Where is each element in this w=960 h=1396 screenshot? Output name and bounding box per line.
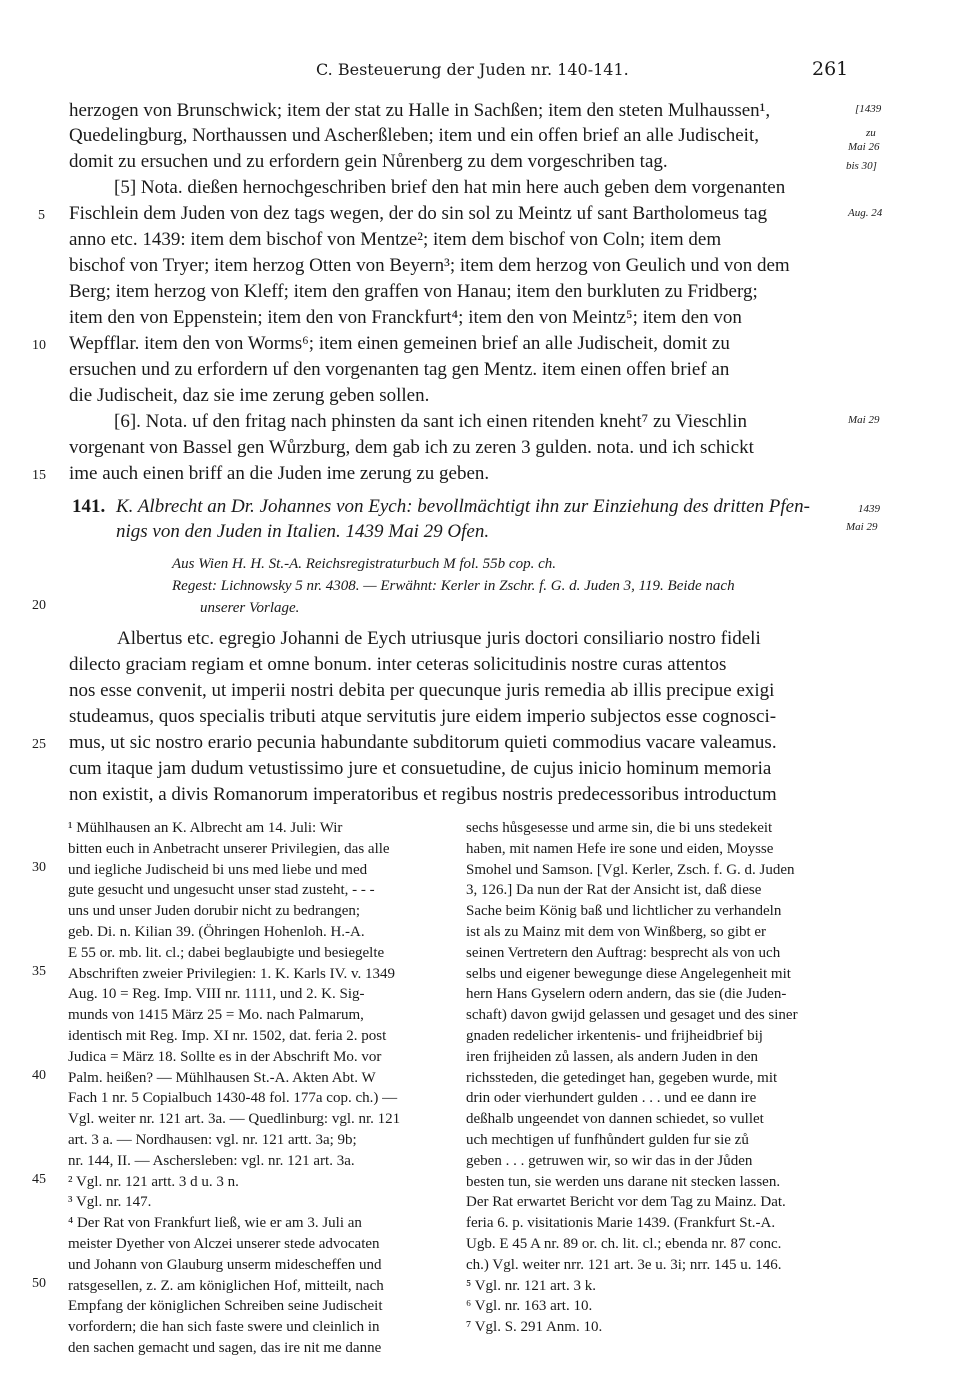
footnote-line: den sachen gemacht und sagen, das ire nit me danne bbox=[68, 1340, 382, 1356]
footnote-line: Der Rat erwartet Bericht vor dem Tag zu Mainz. Dat. bbox=[466, 1194, 786, 1211]
footnote-line: ¹ Mühlhausen an K. Albrecht am 14. Juli: Wir bbox=[68, 820, 343, 836]
footnote-line: sechs hůsgesesse und arme sin, die bi uns stedekeit bbox=[466, 820, 773, 836]
footnote-line: ³ Vgl. nr. 147. bbox=[68, 1194, 152, 1211]
main-text-line: ime auch einen briff an die Juden ime zerung zu geben. bbox=[69, 463, 490, 484]
main-text-line: [5] Nota. dießen hernochgeschriben brief den hat min here auch geben dem vorgenanten bbox=[114, 177, 786, 198]
main-text-line: herzogen von Brunschwick; item der stat zu Halle in Sachßen; item den steten Mulhaussen¹, bbox=[69, 100, 771, 121]
footnote-line: ist als zu Mainz mit dem von Winßberg, so gibt er bbox=[466, 924, 767, 940]
footnote-line: ⁷ Vgl. S. 291 Anm. 10. bbox=[466, 1319, 603, 1336]
latin-text-line: Albertus etc. egregio Johanni de Eych utriusque juris doctori consiliario nostro fideli bbox=[117, 628, 761, 649]
footnote-line: uns und unser Juden dorubir nicht zu bedrangen; bbox=[68, 903, 361, 920]
main-text-line: bischof von Tryer; item herzog Otten von Beyern³; item dem herzog von Geulich und von dem bbox=[69, 255, 790, 276]
latin-text-line: mus, ut sic nostro erario pecunia habundante subditorum quieti commodius vacare valeamus. bbox=[69, 732, 777, 753]
document-title: nigs von den Juden in Italien. 1439 Mai 29 Ofen. bbox=[116, 521, 490, 542]
footnote-line: drin oder vierhundert gulden . . . und ee dann ire bbox=[466, 1090, 757, 1107]
latin-text-line: cum itaque jam dudum vetustissimo jure et consuetudine, de cujus inicio hominum memoria bbox=[69, 758, 772, 779]
main-text-line: Quedelingburg, Northaussen und Ascherßleben; item und ein offen brief an alle Judischeit, bbox=[69, 125, 759, 146]
main-text-line: Berg; item herzog von Kleff; item den graffen von Hanau; item den burkluten zu Fridberg; bbox=[69, 281, 758, 302]
footnote-line: seinen Vertretern den Auftrag: besprecht als von uch bbox=[466, 944, 781, 961]
footnote-line: meister Dyether von Alczei unserer stede advocaten bbox=[68, 1236, 380, 1252]
margin-date-note: [1439 bbox=[855, 103, 882, 115]
line-number: 30 bbox=[32, 860, 46, 875]
footnote-line: ch.) Vgl. weiter nrr. 121 art. 3e u. 3i; nrr. 145 u. 146. bbox=[466, 1256, 782, 1273]
footnote-line: Ugb. E 45 A nr. 89 or. ch. lit. cl.; ebenda nr. 87 conc. bbox=[466, 1236, 782, 1252]
footnote-line: Abschriften zweier Privilegien: 1. K. Karls IV. v. 1349 bbox=[68, 965, 396, 982]
line-number: 50 bbox=[32, 1276, 46, 1291]
line-number: 40 bbox=[32, 1068, 46, 1083]
footnote-line: Aug. 10 = Reg. Imp. VIII nr. 1111, und 2. K. Sig- bbox=[68, 986, 365, 1003]
main-text-line: anno etc. 1439: item dem bischof von Mentze²; item dem bischof von Coln; item dem bbox=[69, 229, 722, 250]
footnote-line: geb. Di. n. Kilian 39. (Öhringen Hohenloh. H.-A. bbox=[68, 924, 365, 940]
margin-date-note: Mai 26 bbox=[848, 141, 880, 153]
footnote-line: bitten euch in Anbetracht unserer Privilegien, das alle bbox=[68, 840, 390, 857]
footnote-line: Sache beim König baß und lichtlicher zu verhandeln bbox=[466, 903, 782, 920]
line-number: 35 bbox=[32, 964, 46, 979]
footnote-line: ⁴ Der Rat von Frankfurt ließ, wie er am 3. Juli an bbox=[68, 1215, 362, 1232]
footnote-line: ⁵ Vgl. nr. 121 art. 3 k. bbox=[466, 1277, 596, 1294]
footnote-line: und Johann von Glauburg unserm midescheffen und bbox=[68, 1256, 382, 1273]
document-number: 141. bbox=[72, 496, 106, 517]
footnote-line: E 55 or. mb. lit. cl.; dabei beglaubigte und besiegelte bbox=[68, 944, 385, 961]
footnote-line: vorfordern; die han sich faste swere und cleinlich in bbox=[68, 1319, 380, 1336]
footnote-line: Vgl. weiter nr. 121 art. 3a. — Quedlinburg: vgl. nr. 121 bbox=[68, 1111, 401, 1128]
footnote-line: ratsgesellen, z. Z. am königlichen Hof, mitteilt, nach bbox=[68, 1277, 384, 1294]
footnote-line: besten tun, sie werden uns darane nit stecken lassen. bbox=[466, 1173, 781, 1190]
footnote-line: 3, 126.] Da nun der Rat der Ansicht ist, daß diese bbox=[466, 882, 762, 899]
footnote-line: ⁶ Vgl. nr. 163 art. 10. bbox=[466, 1298, 593, 1315]
page-number: 261 bbox=[812, 58, 849, 80]
line-number: 20 bbox=[32, 598, 46, 613]
main-text-line: domit zu ersuchen und zu erfordern gein Nůrenberg zu dem vorgeschriben tag. bbox=[69, 151, 668, 172]
main-text-line: [6]. Nota. uf den fritag nach phinsten da sant ich einen ritenden kneht⁷ zu Vieschlin bbox=[114, 411, 747, 432]
margin-date-note: Mai 29 bbox=[846, 521, 878, 533]
margin-date-note: Mai 29 bbox=[848, 414, 880, 426]
margin-date-note: 1439 bbox=[858, 503, 880, 515]
footnote-line: hern Hans Gyselern odern andern, das sie (die Juden- bbox=[466, 986, 787, 1003]
footnote-line: art. 3 a. — Nordhausen: vgl. nr. 121 artt. 3a; 9b; bbox=[68, 1132, 357, 1148]
latin-text-line: studeamus, quos specialis tributi atque servitutis jure eidem imperio subjectos esse cognosci- bbox=[69, 706, 777, 727]
footnote-line: Judica = März 18. Sollte es in der Abschrift Mo. vor bbox=[68, 1048, 382, 1065]
footnote-line: Fach 1 nr. 5 Copialbuch 1430-48 fol. 177a cop. ch.) — bbox=[68, 1090, 398, 1107]
footnote-line: iren frijheiden zů lassen, als andern Juden in den bbox=[466, 1048, 758, 1065]
margin-date-note: bis 30] bbox=[846, 160, 877, 172]
main-text-line: ersuchen und zu erfordern uf den vorgenanten tag gen Mentz. item einen offen brief an bbox=[69, 359, 730, 380]
footnote-line: gnaden redelicher irkentenis- und frijheidbrief bij bbox=[466, 1028, 763, 1044]
footnote-line: feria 6. p. visitationis Marie 1439. (Frankfurt St.-A. bbox=[466, 1215, 776, 1232]
margin-date-note: zu bbox=[866, 127, 876, 139]
latin-text-line: nos esse convenit, ut imperii nostri debita per quecunque juris remedia ab illis precipue exigi bbox=[69, 680, 775, 701]
footnote-line: gute gesucht und ungesucht unser stad zusteht, - - - bbox=[68, 882, 375, 899]
footnote-line: Empfang der königlichen Schreiben seine Judischeit bbox=[68, 1298, 383, 1315]
footnote-line: Palm. heißen? — Mühlhausen St.-A. Akten Abt. W bbox=[68, 1069, 376, 1086]
line-number: 45 bbox=[32, 1172, 46, 1187]
source-note: Aus Wien H. H. St.-A. Reichsregistraturbuch M fol. 55b cop. ch. bbox=[172, 556, 556, 572]
footnote-line: haben, mit namen Hefe ire sone und eiden, Moysse bbox=[466, 840, 774, 857]
footnote-line: uch mechtigen uf funfhůndert gulden fur sie zů bbox=[466, 1132, 749, 1148]
main-text-line: die Judischeit, daz sie ime zerung geben sollen. bbox=[69, 385, 430, 406]
footnote-line: schaft) davon gwijd gelassen und gesaget und des siner bbox=[466, 1007, 798, 1024]
footnote-line: deßhalb ungeendet von dannen schiedet, so vullet bbox=[466, 1111, 764, 1128]
main-text-line: item den von Eppenstein; item den von Franckfurt⁴; item den von Meintz⁵; item den von bbox=[69, 307, 742, 328]
latin-text-line: non existit, a divis Romanorum imperatoribus et regibus nostris predecessoribus introductum bbox=[69, 784, 777, 805]
line-number: 25 bbox=[32, 737, 46, 752]
line-number: 15 bbox=[32, 468, 46, 483]
footnote-line: nr. 144, II. — Aschersleben: vgl. nr. 121 art. 3a. bbox=[68, 1152, 355, 1169]
source-note: unserer Vorlage. bbox=[200, 600, 300, 616]
line-number: 5 bbox=[38, 208, 45, 223]
main-text-line: Fischlein dem Juden von dez tags wegen, der do sin sol zu Meintz uf sant Bartholomeus tag bbox=[69, 203, 768, 224]
running-title: C. Besteuerung der Juden nr. 140-141. bbox=[316, 60, 629, 79]
source-note: Regest: Lichnowsky 5 nr. 4308. — Erwähnt: Kerler in Zschr. f. G. d. Juden 3, 119. Beide nach bbox=[172, 578, 735, 594]
latin-text-line: dilecto graciam regiam et omne bonum. inter ceteras solicitudinis nostre curas attentos bbox=[69, 654, 727, 675]
main-text-line: Wepfflar. item den von Worms⁶; item einen gemeinen brief an alle Judischeit, domit zu bbox=[69, 333, 730, 354]
main-text-line: vorgenant von Bassel gen Wůrzburg, dem gab ich zu zeren 3 gulden. nota. und ich schickt bbox=[69, 437, 754, 458]
footnote-line: geben . . . getruwen wir, so wir das in der Jůden bbox=[466, 1152, 753, 1169]
footnote-line: ² Vgl. nr. 121 artt. 3 d u. 3 n. bbox=[68, 1173, 239, 1190]
footnote-line: munds von 1415 März 25 = Mo. nach Palmarum, bbox=[68, 1007, 364, 1024]
margin-date-note: Aug. 24 bbox=[848, 207, 883, 219]
line-number: 10 bbox=[32, 338, 46, 353]
document-title: K. Albrecht an Dr. Johannes von Eych: bevollmächtigt ihn zur Einziehung des dritten Pfen- bbox=[116, 496, 810, 517]
footnote-line: selbs und eigener bewegunge diese Angelegenheit mit bbox=[466, 965, 791, 982]
footnote-line: Smohel und Samson. [Vgl. Kerler, Zsch. f. G. d. Juden bbox=[466, 861, 795, 878]
footnote-line: und iegliche Judischeid bi uns med liebe und med bbox=[68, 861, 368, 878]
footnote-line: richssteden, die getedinget han, gegeben wurde, mit bbox=[466, 1069, 778, 1086]
footnote-line: identisch mit Reg. Imp. XI nr. 1502, dat. feria 2. post bbox=[68, 1028, 387, 1044]
